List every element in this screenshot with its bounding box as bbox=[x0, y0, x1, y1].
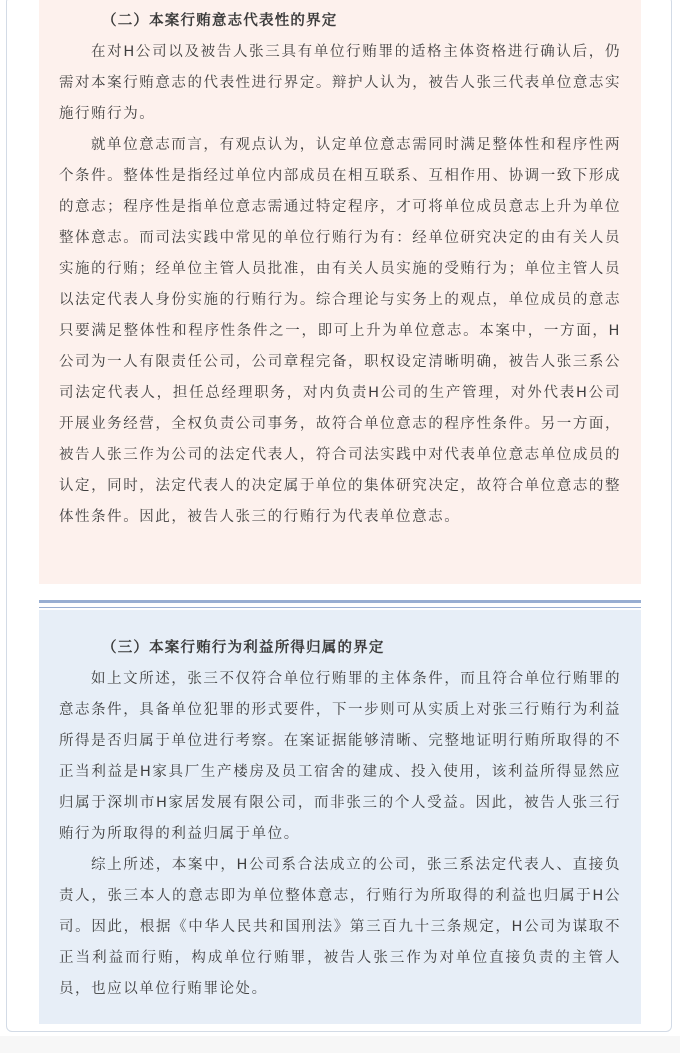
section-2-heading: （二）本案行贿意志代表性的界定 bbox=[102, 13, 338, 29]
section-3-panel bbox=[39, 610, 641, 1024]
section-3-heading: （三）本案行贿行为利益所得归属的界定 bbox=[102, 640, 385, 656]
section-3-paragraph-1: 如上文所述，张三不仅符合单位行贿罪的主体条件，而且符合单位行贿罪的意志条件，具备单位犯罪的形式要件，下一步则可从实质上对张三行贿行为利益所得是否归属于单位进行考察。在案证据能够清晰、完整地证明行贿所取得的不正当利益是H家具厂生产楼房及员工宿舍的建成、投入使用，该利益所得显然应归属于深圳市H家居发展有限公司，而非张三的个人受益。因此，被告人张三行贿行为所取得的利益归属于单位。 bbox=[59, 671, 621, 842]
section-divider bbox=[39, 600, 641, 608]
bottom-strip bbox=[0, 1036, 680, 1053]
section-2-paragraph-2: 就单位意志而言，有观点认为，认定单位意志需同时满足整体性和程序性两个条件。整体性是指经过单位内部成员在相互联系、互相作用、协调一致下形成的意志；程序性是指单位意志需通过特定程序，才可将单位成员意志上升为单位整体意志。而司法实践中常见的单位行贿行为有：经单位研究决定的由有关人员实施的行贿；经单位主管人员批准，由有关人员实施的受贿行为；单位主管人员以法定代表人身份实施的行贿行为。综合理论与实务上的观点，单位成员的意志只要满足整体性和程序性条件之一，即可上升为单位意志。本案中，一方面，H公司为一人有限责任公司，公司章程完备，职权设定清晰明确，被告人张三系公司法定代表人，担任总经理职务，对内负责H公司的生产管理，对外代表H公司开展业务经营，全权负责公司事务，故符合单位意志的程序性条件。另一方面，被告人张三作为公司的法定代表人，符合司法实践中对代表单位意志单位成员的认定，同时，法定代表人的决定属于单位的集体研究决定，故符合单位意志的整体性条件。因此，被告人张三的行贿行为代表单位意志。 bbox=[59, 137, 621, 525]
section-2-paragraph-1: 在对H公司以及被告人张三具有单位行贿罪的适格主体资格进行确认后，仍需对本案行贿意志的代表性进行界定。辩护人认为，被告人张三代表单位意志实施行贿行为。 bbox=[59, 44, 621, 122]
section-3-paragraph-2: 综上所述，本案中，H公司系合法成立的公司，张三系法定代表人、直接负责人，张三本人的意志即为单位整体意志，行贿行为所取得的利益也归属于H公司。因此，根据《中华人民共和国刑法》第三百九十三条规定，H公司为谋取不正当利益而行贿，构成单位行贿罪，被告人张三作为对单位直接负责的主管人员，也应以单位行贿罪论处。 bbox=[59, 857, 621, 997]
section-2-panel bbox=[39, 0, 641, 584]
